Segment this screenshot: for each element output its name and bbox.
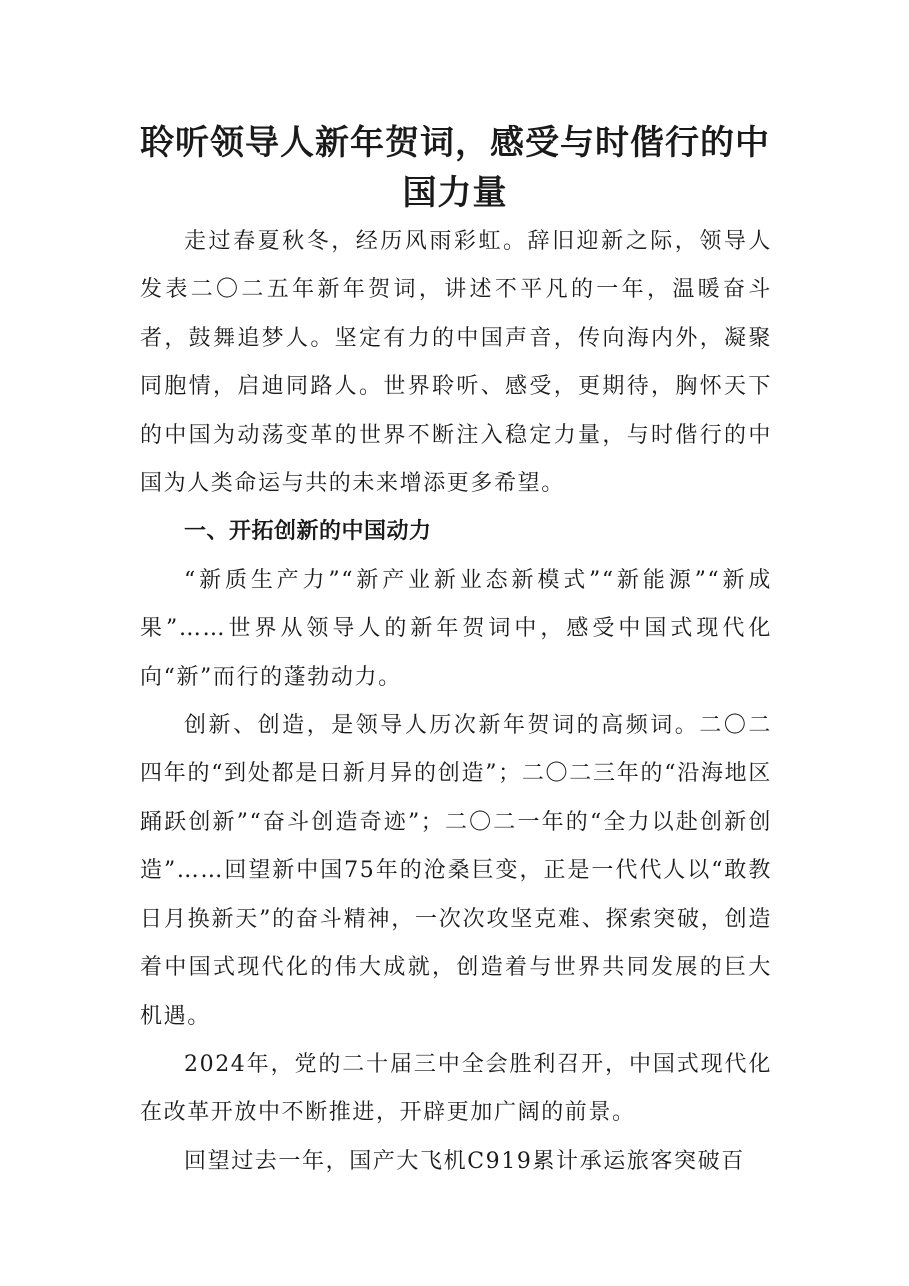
paragraph: 2024年，党的二十届三中全会胜利召开，中国式现代化在改革开放中不断推进，开辟更加广阔的前景。 xyxy=(140,1051,772,1126)
paragraph: 创新、创造，是领导人历次新年贺词的高频词。二〇二四年的“到处都是日新月异的创造”；二〇二三年的“沿海地区踊跃创新”“奋斗创造奇迹”；二〇二一年的“全力以赴创新创造”……回望新中国75年的沧桑巨变，正是一代代人以“敢教日月换新天”的奋斗精神，一次次攻坚克难、探索突破，创造着中国式现代化的伟大成就，创造着与世界共同发展的巨大机遇。 xyxy=(140,713,772,1029)
paragraph: “新质生产力”“新产业新业态新模式”“新能源”“新成果”……世界从领导人的新年贺词中，感受中国式现代化向“新”而行的蓬勃动力。 xyxy=(140,567,772,690)
document-body xyxy=(140,218,772,1186)
document-title: 聆听领导人新年贺词，感受与时偕行的中国力量 xyxy=(140,123,770,213)
section-heading: 一、开拓创新的中国动力 xyxy=(184,519,432,545)
paragraph-intro: 走过春夏秋冬，经历风雨彩虹。辞旧迎新之际，领导人发表二〇二五年新年贺词，讲述不平凡的一年，温暖奋斗者，鼓舞追梦人。坚定有力的中国声音，传向海内外，凝聚同胞情，启迪同路人。世界聆听、感受，更期待，胸怀天下的中国为动荡变革的世界不断注入稳定力量，与时偕行的中国为人类命运与共的未来增添更多希望。 xyxy=(140,229,772,497)
paragraph: 回望过去一年，国产大飞机C919累计承运旅客突破百 xyxy=(184,1148,745,1174)
